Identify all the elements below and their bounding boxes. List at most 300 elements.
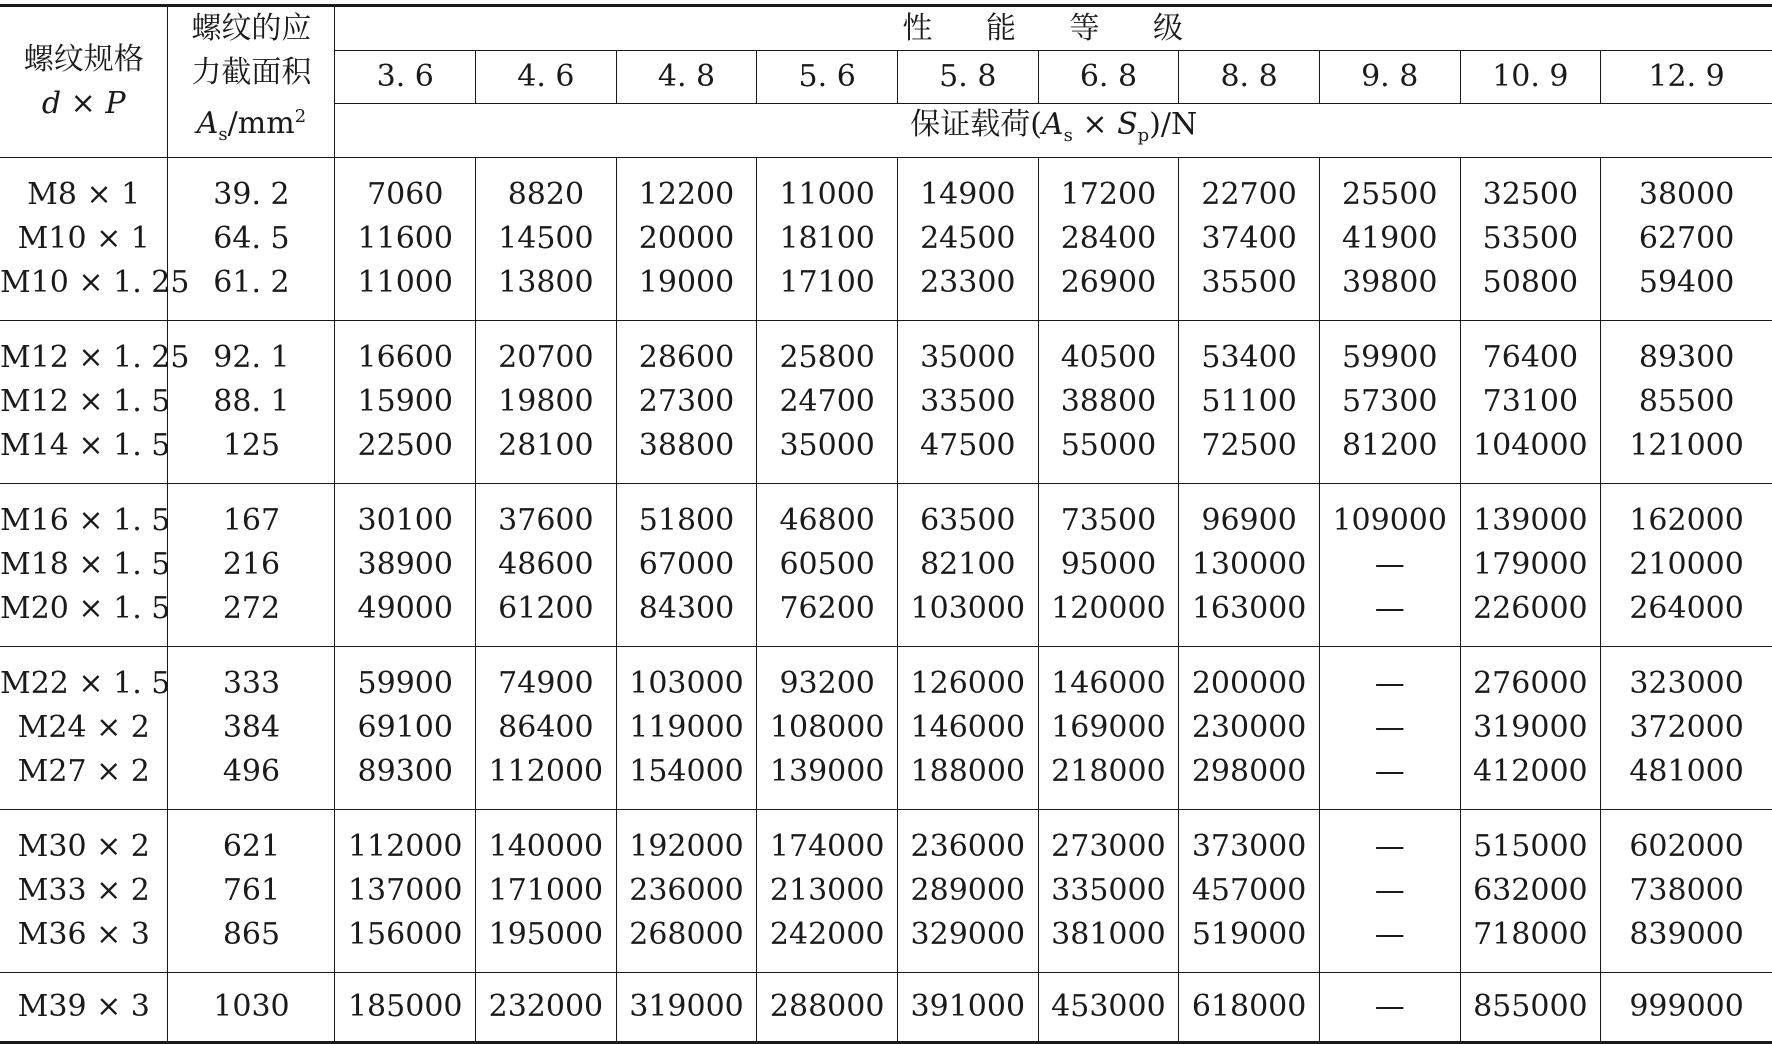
proof-load-cell-value: 35500 bbox=[1201, 265, 1297, 300]
proof-load-cell-value: 19000 bbox=[638, 265, 735, 300]
thread-spec-header bbox=[0, 6, 168, 158]
proof-load-cell-value: 632000 bbox=[1473, 873, 1588, 908]
proof-load-cell-value: — bbox=[1374, 710, 1405, 745]
proof-load-cell-value: 230000 bbox=[1191, 710, 1307, 745]
proof-load-cell-value: 57300 bbox=[1342, 384, 1438, 419]
proof-load-cell-value: 28400 bbox=[1060, 221, 1157, 256]
proof-load-cell-value: 200000 bbox=[1191, 666, 1307, 701]
proof-load-s: S bbox=[1117, 107, 1138, 143]
proof-load-cell bbox=[1601, 484, 1772, 647]
proof-load-cell bbox=[335, 158, 476, 321]
proof-load-cell-value: 74900 bbox=[498, 666, 594, 701]
proof-load-cell-value: 28600 bbox=[638, 340, 735, 375]
proof-load-cell bbox=[616, 158, 757, 321]
proof-load-cell-value: 46800 bbox=[779, 503, 875, 538]
proof-load-cell-value: 35000 bbox=[779, 428, 875, 463]
proof-load-cell-value: 32500 bbox=[1482, 177, 1579, 212]
thread-spec-cell-value: M33 × 2 bbox=[17, 873, 150, 908]
proof-load-cell-value: 11000 bbox=[779, 177, 875, 212]
proof-load-cell bbox=[897, 484, 1038, 647]
proof-load-cell-value: — bbox=[1374, 666, 1405, 701]
proof-load-cell-value: 49000 bbox=[357, 591, 453, 626]
proof-load-cell-value: 96900 bbox=[1201, 503, 1297, 538]
proof-load-cell bbox=[1038, 158, 1179, 321]
proof-load-cell bbox=[1460, 484, 1601, 647]
proof-load-cell-value: — bbox=[1374, 547, 1405, 582]
proof-load-cell-value: 84300 bbox=[638, 591, 735, 626]
proof-load-cell-value: 16600 bbox=[357, 340, 453, 375]
proof-load-cell-value: 59900 bbox=[1342, 340, 1438, 375]
grade-header: 9. 8 bbox=[1319, 51, 1460, 104]
proof-load-cell-value: 23300 bbox=[920, 265, 1016, 300]
stress-area-cell bbox=[168, 810, 335, 973]
grade-header: 10. 9 bbox=[1460, 51, 1601, 104]
proof-load-cell-value: 62700 bbox=[1638, 221, 1735, 256]
proof-load-cell bbox=[897, 973, 1038, 1043]
proof-load-cell-value: 85500 bbox=[1638, 384, 1735, 419]
proof-load-cell-value: 38000 bbox=[1638, 177, 1735, 212]
stress-area-cell-value: 1030 bbox=[213, 989, 290, 1024]
stress-area-label-2: 力截面积 bbox=[191, 55, 312, 90]
proof-load-cell-value: 51100 bbox=[1201, 384, 1297, 419]
proof-load-cell-value: 48600 bbox=[498, 547, 594, 582]
proof-load-cell-value: 53400 bbox=[1201, 340, 1297, 375]
proof-load-cell-value: 38900 bbox=[357, 547, 453, 582]
proof-load-cell-value: 27300 bbox=[638, 384, 735, 419]
proof-load-cell-value: 59400 bbox=[1638, 265, 1735, 300]
thread-spec-cell-value: M14 × 1. 5 bbox=[0, 428, 171, 463]
proof-load-cell-value: 139000 bbox=[769, 754, 885, 789]
stress-area-cell bbox=[168, 647, 335, 810]
proof-load-cell-value: 51800 bbox=[638, 503, 735, 538]
proof-load-cell bbox=[1179, 973, 1320, 1043]
proof-load-cell-value: 236000 bbox=[629, 873, 744, 908]
thread-spec-cell-value: M8 × 1 bbox=[27, 177, 141, 212]
stress-area-cell-value: 761 bbox=[222, 873, 281, 908]
proof-load-cell-value: 19800 bbox=[498, 384, 594, 419]
proof-load-cell-value: 11600 bbox=[357, 221, 453, 256]
thread-spec-cell bbox=[0, 810, 168, 973]
proof-load-cell bbox=[757, 158, 898, 321]
proof-load-cell bbox=[1179, 484, 1320, 647]
thread-spec-cell-value: M36 × 3 bbox=[17, 917, 150, 952]
proof-load-cell-value: 139000 bbox=[1473, 503, 1588, 538]
grade-header: 5. 6 bbox=[757, 51, 898, 104]
stress-area-header bbox=[168, 6, 335, 158]
proof-load-cell-value: 109000 bbox=[1332, 503, 1447, 538]
stress-area-cell-value: 88. 1 bbox=[213, 384, 290, 419]
proof-load-cell bbox=[1319, 973, 1460, 1043]
proof-load-cell bbox=[476, 973, 617, 1043]
thread-spec-cell-value: M24 × 2 bbox=[17, 710, 150, 745]
proof-load-cell bbox=[1460, 810, 1601, 973]
proof-load-cell-value: 37600 bbox=[498, 503, 594, 538]
proof-load-cell bbox=[897, 158, 1038, 321]
thread-spec-cell-value: M27 × 2 bbox=[17, 754, 150, 789]
proof-load-cell-value: 104000 bbox=[1473, 428, 1588, 463]
thread-spec-cell-value: M16 × 1. 5 bbox=[0, 503, 171, 538]
proof-load-cell-value: 298000 bbox=[1191, 754, 1307, 789]
stress-area-unit: /mm bbox=[227, 106, 295, 141]
stress-area-cell-value: 167 bbox=[222, 503, 281, 538]
proof-load-cell-value: 121000 bbox=[1629, 428, 1744, 463]
proof-load-cell-value: 38800 bbox=[1060, 384, 1157, 419]
proof-load-cell-value: 18100 bbox=[779, 221, 875, 256]
thread-spec-cell-value: M18 × 1. 5 bbox=[0, 547, 171, 582]
proof-load-cell-value: 481000 bbox=[1629, 754, 1744, 789]
table-row bbox=[0, 158, 1772, 321]
proof-load-cell-value: 130000 bbox=[1191, 547, 1307, 582]
proof-load-cell-value: 391000 bbox=[910, 989, 1026, 1024]
proof-load-cell-value: 20000 bbox=[638, 221, 735, 256]
proof-load-cell bbox=[1460, 647, 1601, 810]
proof-load-cell bbox=[1038, 973, 1179, 1043]
proof-load-cell bbox=[1038, 810, 1179, 973]
proof-load-cell-value: 218000 bbox=[1051, 754, 1166, 789]
proof-load-cell-value: 188000 bbox=[910, 754, 1026, 789]
proof-load-cell-value: 76200 bbox=[779, 591, 875, 626]
proof-load-cell-value: 335000 bbox=[1051, 873, 1166, 908]
stress-area-cell-value: 64. 5 bbox=[213, 221, 290, 256]
proof-load-cell bbox=[757, 810, 898, 973]
proof-load-cell-value: 14900 bbox=[920, 177, 1016, 212]
proof-load-cell-value: 602000 bbox=[1629, 829, 1744, 864]
proof-load-cell bbox=[1460, 973, 1601, 1043]
proof-load-cell-value: 15900 bbox=[357, 384, 453, 419]
proof-load-cell-value: 453000 bbox=[1051, 989, 1166, 1024]
proof-load-cell bbox=[1601, 321, 1772, 484]
stress-area-cell bbox=[168, 973, 335, 1043]
proof-load-cell bbox=[335, 321, 476, 484]
proof-load-cell bbox=[335, 484, 476, 647]
proof-load-cell-value: 236000 bbox=[910, 829, 1026, 864]
thread-spec-cell bbox=[0, 973, 168, 1043]
proof-load-times: × bbox=[1072, 107, 1118, 143]
stress-area-cell-value: 621 bbox=[222, 829, 281, 864]
proof-load-cell-value: 73500 bbox=[1060, 503, 1157, 538]
proof-load-cell-value: 95000 bbox=[1060, 547, 1157, 582]
proof-load-cell-value: 146000 bbox=[1051, 666, 1166, 701]
proof-load-cell-value: 154000 bbox=[629, 754, 744, 789]
proof-load-cell-value: 146000 bbox=[910, 710, 1026, 745]
proof-load-cell-value: 412000 bbox=[1473, 754, 1588, 789]
stress-area-cell-value: 333 bbox=[222, 666, 281, 701]
proof-load-cell-value: 26900 bbox=[1060, 265, 1157, 300]
table-row bbox=[0, 973, 1772, 1043]
proof-load-cell-value: 50800 bbox=[1482, 265, 1579, 300]
proof-load-cell-value: — bbox=[1374, 873, 1405, 908]
proof-load-cell-value: 185000 bbox=[347, 989, 463, 1024]
stress-area-cell-value: 92. 1 bbox=[213, 340, 290, 375]
stress-area-symbol: A bbox=[196, 106, 219, 141]
proof-load-cell bbox=[1601, 647, 1772, 810]
proof-load-cell-value: 855000 bbox=[1473, 989, 1588, 1024]
proof-load-cell bbox=[335, 810, 476, 973]
proof-load-cell-value: 73100 bbox=[1482, 384, 1579, 419]
proof-load-cell-value: 67000 bbox=[638, 547, 735, 582]
proof-load-cell-value: — bbox=[1374, 989, 1405, 1024]
proof-load-cell-value: 718000 bbox=[1473, 917, 1588, 952]
proof-load-cell-value: 179000 bbox=[1473, 547, 1588, 582]
proof-load-cell-value: 288000 bbox=[769, 989, 885, 1024]
stress-area-cell bbox=[168, 484, 335, 647]
proof-load-cell-value: 112000 bbox=[488, 754, 604, 789]
proof-load-cell-value: 276000 bbox=[1473, 666, 1588, 701]
proof-load-cell bbox=[616, 484, 757, 647]
proof-load-cell bbox=[757, 973, 898, 1043]
proof-load-cell-value: 457000 bbox=[1191, 873, 1307, 908]
proof-load-cell-value: — bbox=[1374, 917, 1405, 952]
proof-load-cell-value: 103000 bbox=[910, 591, 1026, 626]
stress-area-cell-value: 272 bbox=[222, 591, 281, 626]
proof-load-cell-value: 40500 bbox=[1060, 340, 1157, 375]
table-row bbox=[0, 810, 1772, 973]
proof-load-cell bbox=[476, 158, 617, 321]
proof-load-cell-value: 174000 bbox=[769, 829, 885, 864]
proof-load-cell-value: 319000 bbox=[1473, 710, 1588, 745]
thread-spec-cell-value: M12 × 1. 25 bbox=[0, 340, 190, 375]
proof-load-cell-value: 63500 bbox=[920, 503, 1016, 538]
stress-area-cell-value: 865 bbox=[222, 917, 281, 952]
proof-load-cell bbox=[1179, 321, 1320, 484]
proof-load-cell-value: 28100 bbox=[498, 428, 594, 463]
grade-header: 4. 8 bbox=[616, 51, 757, 104]
proof-load-cell-value: 137000 bbox=[347, 873, 463, 908]
proof-load-cell-value: 195000 bbox=[488, 917, 604, 952]
proof-load-cell-value: 171000 bbox=[488, 873, 604, 908]
thread-spec-cell-value: M20 × 1. 5 bbox=[0, 591, 171, 626]
proof-load-cell-value: 162000 bbox=[1629, 503, 1744, 538]
table-row bbox=[0, 321, 1772, 484]
proof-load-cell bbox=[1319, 484, 1460, 647]
proof-load-cell-value: 103000 bbox=[629, 666, 744, 701]
proof-load-cell-value: 120000 bbox=[1051, 591, 1166, 626]
thread-spec-cell bbox=[0, 158, 190, 321]
proof-load-cell bbox=[1179, 647, 1320, 810]
table-row bbox=[0, 647, 1772, 810]
proof-load-cell-value: 69100 bbox=[357, 710, 453, 745]
stress-area-cell-value: 384 bbox=[222, 710, 281, 745]
proof-load-cell-value: 76400 bbox=[1482, 340, 1579, 375]
proof-load-cell-value: 210000 bbox=[1629, 547, 1744, 582]
proof-load-cell-value: 86400 bbox=[498, 710, 594, 745]
proof-load-cell bbox=[476, 321, 617, 484]
thread-spec-label: 螺纹规格 bbox=[23, 42, 144, 77]
thread-spec-cell-value: M10 × 1 bbox=[17, 221, 150, 256]
stress-area-label-1: 螺纹的应 bbox=[191, 11, 312, 46]
proof-load-cell-value: 163000 bbox=[1191, 591, 1307, 626]
proof-load-cell-value: 999000 bbox=[1629, 989, 1744, 1024]
proof-load-cell bbox=[897, 810, 1038, 973]
proof-load-cell-value: 22700 bbox=[1201, 177, 1297, 212]
proof-load-cell bbox=[1319, 321, 1460, 484]
proof-load-cell bbox=[616, 321, 757, 484]
proof-load-cell-value: 11000 bbox=[357, 265, 453, 300]
proof-load-cell bbox=[897, 321, 1038, 484]
proof-load-cell bbox=[476, 810, 617, 973]
stress-area-cell-value: 61. 2 bbox=[213, 265, 290, 300]
proof-load-cell bbox=[1601, 810, 1772, 973]
grade-header: 3. 6 bbox=[335, 51, 476, 104]
proof-load-cell-value: 12200 bbox=[638, 177, 735, 212]
proof-load-cell-value: 25800 bbox=[779, 340, 875, 375]
proof-load-cell-value: 156000 bbox=[347, 917, 463, 952]
proof-load-cell-value: 60500 bbox=[779, 547, 875, 582]
proof-load-cell bbox=[1038, 484, 1179, 647]
proof-load-cell bbox=[616, 810, 757, 973]
proof-load-cell bbox=[1319, 158, 1460, 321]
proof-load-cell bbox=[476, 647, 617, 810]
proof-load-cell-value: 14500 bbox=[498, 221, 594, 256]
proof-load-cell-value: 24500 bbox=[920, 221, 1016, 256]
proof-load-cell bbox=[1601, 158, 1772, 321]
proof-load-cell-value: 81200 bbox=[1342, 428, 1438, 463]
proof-load-cell-value: 515000 bbox=[1473, 829, 1588, 864]
proof-load-cell-value: 55000 bbox=[1060, 428, 1157, 463]
proof-load-cell-value: 273000 bbox=[1051, 829, 1166, 864]
proof-load-cell-value: 17100 bbox=[779, 265, 875, 300]
proof-load-cell-value: 61200 bbox=[498, 591, 594, 626]
proof-load-s-sub: p bbox=[1137, 125, 1150, 147]
stress-area-cell bbox=[168, 321, 335, 484]
proof-load-label bbox=[335, 104, 1772, 158]
proof-load-cell-value: 59900 bbox=[357, 666, 453, 701]
performance-grade-title: 性 能 等 级 bbox=[335, 6, 1772, 51]
proof-load-cell-value: 323000 bbox=[1629, 666, 1744, 701]
thread-spec-cell-value: M10 × 1. 25 bbox=[0, 265, 190, 300]
proof-load-cell-value: 39800 bbox=[1342, 265, 1438, 300]
proof-load-cell-value: 37400 bbox=[1201, 221, 1297, 256]
proof-load-cell bbox=[757, 321, 898, 484]
proof-load-table bbox=[0, 4, 1772, 1044]
proof-load-cell-value: 618000 bbox=[1191, 989, 1307, 1024]
table-row bbox=[0, 484, 1772, 647]
proof-load-cell-value: 38800 bbox=[638, 428, 735, 463]
proof-load-cell-value: 381000 bbox=[1051, 917, 1166, 952]
thread-spec-symbol: d × P bbox=[41, 86, 126, 121]
proof-load-cell-value: 119000 bbox=[629, 710, 744, 745]
proof-load-cell-value: 72500 bbox=[1201, 428, 1297, 463]
stress-area-sup: 2 bbox=[294, 106, 307, 127]
grade-header: 4. 6 bbox=[476, 51, 617, 104]
stress-area-cell bbox=[168, 158, 335, 321]
proof-load-cell-value: 47500 bbox=[920, 428, 1016, 463]
grade-header: 8. 8 bbox=[1179, 51, 1320, 104]
proof-load-cell bbox=[897, 647, 1038, 810]
grade-header: 12. 9 bbox=[1601, 51, 1772, 104]
proof-load-suffix: )/N bbox=[1149, 107, 1198, 143]
proof-load-cell-value: 140000 bbox=[488, 829, 604, 864]
proof-load-cell-value: 25500 bbox=[1342, 177, 1438, 212]
proof-load-prefix: 保证载荷( bbox=[910, 107, 1042, 143]
proof-load-cell bbox=[1460, 158, 1601, 321]
proof-load-cell-value: — bbox=[1374, 591, 1405, 626]
proof-load-cell-value: 268000 bbox=[629, 917, 744, 952]
thread-spec-cell bbox=[0, 484, 171, 647]
thread-spec-cell bbox=[0, 321, 190, 484]
proof-load-a-sub: s bbox=[1063, 125, 1073, 147]
proof-load-cell bbox=[1179, 810, 1320, 973]
proof-load-cell-value: 13800 bbox=[498, 265, 594, 300]
thread-spec-cell-value: M22 × 1. 5 bbox=[0, 666, 171, 701]
proof-load-cell bbox=[476, 484, 617, 647]
proof-load-cell-value: 839000 bbox=[1629, 917, 1744, 952]
proof-load-cell bbox=[757, 647, 898, 810]
proof-load-cell bbox=[335, 973, 476, 1043]
proof-load-cell-value: 53500 bbox=[1482, 221, 1579, 256]
proof-load-cell bbox=[335, 647, 476, 810]
proof-load-cell-value: 519000 bbox=[1191, 917, 1307, 952]
table-header bbox=[0, 6, 1772, 158]
proof-load-cell bbox=[1601, 973, 1772, 1043]
stress-area-cell-value: 39. 2 bbox=[213, 177, 290, 212]
proof-load-cell-value: 24700 bbox=[779, 384, 875, 419]
proof-load-cell-value: 82100 bbox=[920, 547, 1016, 582]
proof-load-cell-value: 289000 bbox=[910, 873, 1026, 908]
thread-spec-cell-value: M12 × 1. 5 bbox=[0, 384, 171, 419]
stress-area-cell-value: 216 bbox=[222, 547, 281, 582]
proof-load-cell bbox=[1038, 321, 1179, 484]
proof-load-cell-value: 7060 bbox=[367, 177, 444, 212]
proof-load-cell bbox=[616, 973, 757, 1043]
grade-header: 6. 8 bbox=[1038, 51, 1179, 104]
proof-load-cell-value: 372000 bbox=[1629, 710, 1744, 745]
proof-load-cell bbox=[1460, 321, 1601, 484]
proof-load-cell bbox=[1319, 810, 1460, 973]
proof-load-cell bbox=[1179, 158, 1320, 321]
proof-load-cell-value: 35000 bbox=[920, 340, 1016, 375]
thread-spec-cell-value: M39 × 3 bbox=[17, 989, 150, 1024]
proof-load-cell-value: 242000 bbox=[769, 917, 885, 952]
proof-load-cell-value: 22500 bbox=[357, 428, 453, 463]
stress-area-cell-value: 496 bbox=[222, 754, 281, 789]
proof-load-cell-value: 89300 bbox=[1638, 340, 1735, 375]
proof-load-cell-value: 126000 bbox=[910, 666, 1026, 701]
thread-spec-cell bbox=[0, 647, 171, 810]
proof-load-cell-value: 738000 bbox=[1629, 873, 1744, 908]
proof-load-cell-value: 169000 bbox=[1051, 710, 1166, 745]
proof-load-cell-value: 33500 bbox=[920, 384, 1016, 419]
proof-load-cell-value: 17200 bbox=[1060, 177, 1157, 212]
proof-load-cell-value: 41900 bbox=[1342, 221, 1438, 256]
proof-load-cell bbox=[1038, 647, 1179, 810]
proof-load-cell-value: 108000 bbox=[769, 710, 885, 745]
proof-load-cell-value: 264000 bbox=[1629, 591, 1744, 626]
thread-spec-cell-value: M30 × 2 bbox=[17, 829, 150, 864]
proof-load-cell-value: 213000 bbox=[769, 873, 885, 908]
proof-load-cell bbox=[616, 647, 757, 810]
proof-load-cell-value: 329000 bbox=[910, 917, 1026, 952]
proof-load-a: A bbox=[1041, 107, 1064, 143]
proof-load-cell-value: 232000 bbox=[488, 989, 604, 1024]
proof-load-cell-value: 373000 bbox=[1191, 829, 1307, 864]
proof-load-cell-value: 8820 bbox=[507, 177, 585, 212]
proof-load-cell bbox=[1319, 647, 1460, 810]
stress-area-sub: s bbox=[218, 124, 228, 145]
proof-load-cell-value: 93200 bbox=[779, 666, 875, 701]
table-body bbox=[0, 158, 1772, 1043]
proof-load-cell-value: — bbox=[1374, 829, 1405, 864]
proof-load-cell bbox=[757, 484, 898, 647]
proof-load-cell-value: 20700 bbox=[498, 340, 594, 375]
proof-load-cell-value: 89300 bbox=[357, 754, 453, 789]
grade-header: 5. 8 bbox=[897, 51, 1038, 104]
proof-load-cell-value: 319000 bbox=[629, 989, 744, 1024]
proof-load-cell-value: 226000 bbox=[1473, 591, 1588, 626]
proof-load-cell-value: 112000 bbox=[347, 829, 463, 864]
proof-load-cell-value: — bbox=[1374, 754, 1405, 789]
stress-area-cell-value: 125 bbox=[222, 428, 281, 463]
